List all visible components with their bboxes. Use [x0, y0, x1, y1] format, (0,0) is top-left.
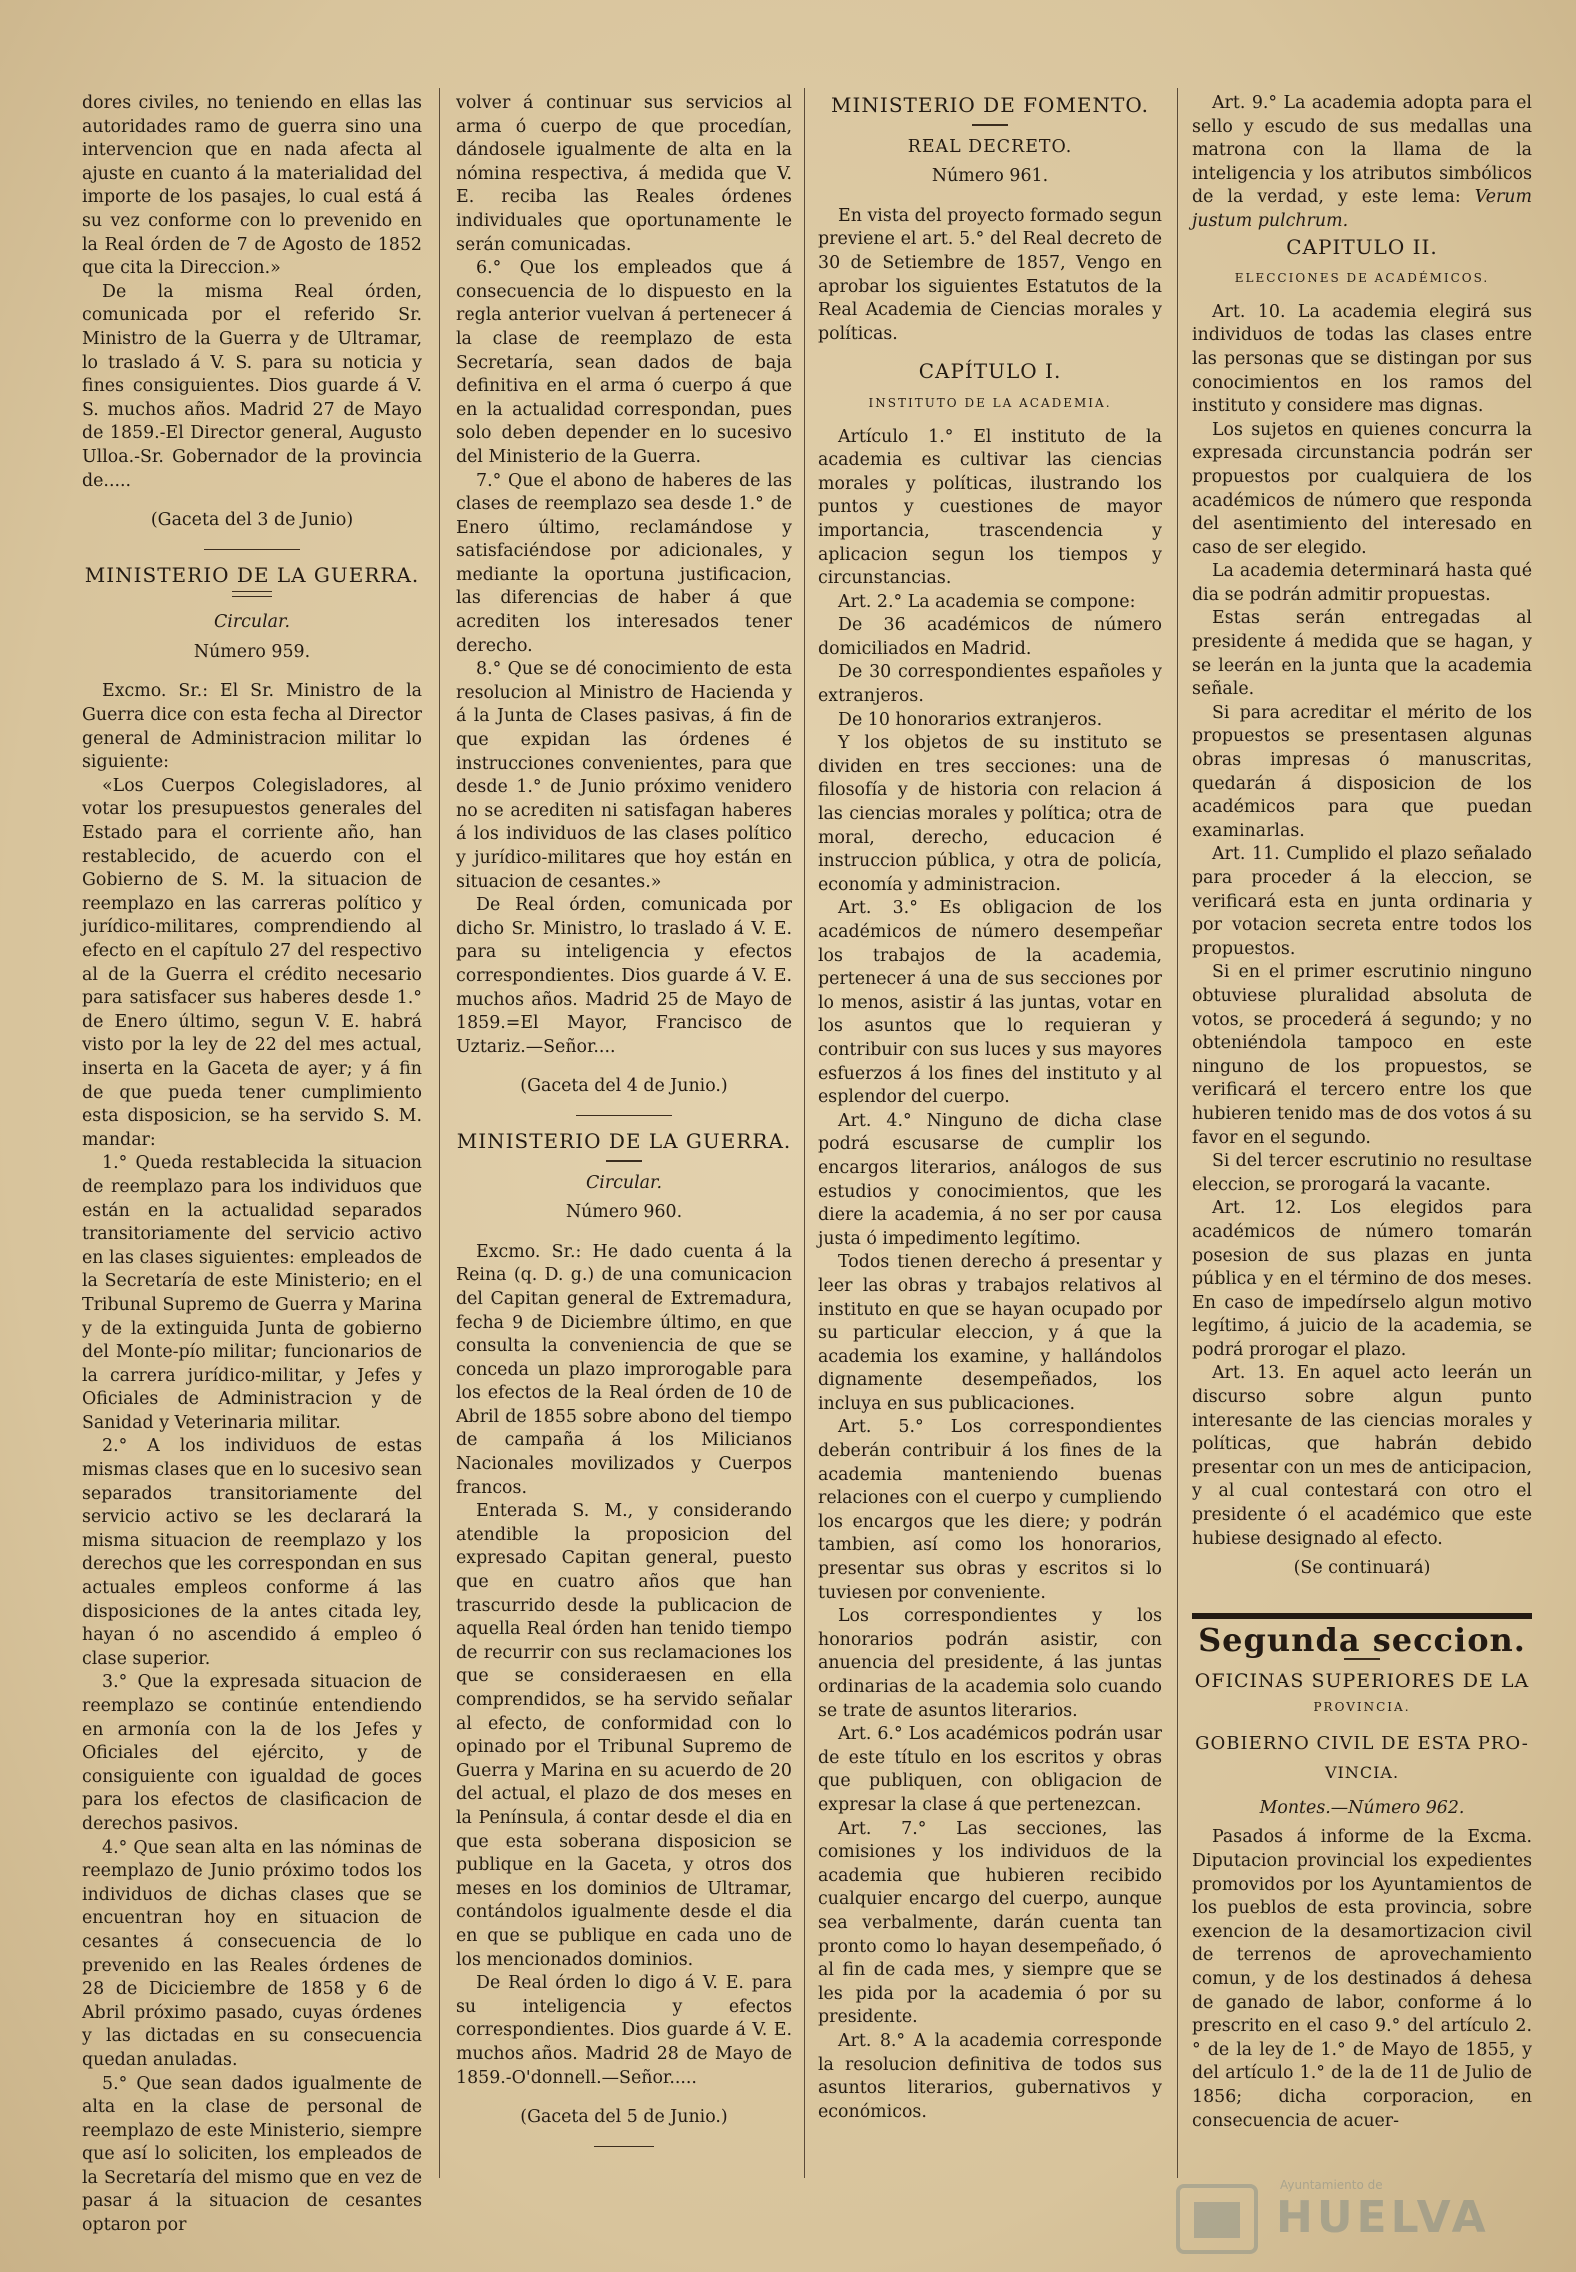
- paragraph: De 10 honorarios extranjeros.: [838, 709, 1103, 730]
- section-heading: MINISTERIO DE FOMENTO.: [831, 93, 1149, 117]
- column-1: [82, 92, 422, 2236]
- subheading: Montes.—Número 962.: [1259, 1797, 1465, 1818]
- paragraph: [1192, 92, 1532, 234]
- continuation-note: (Se continuará): [1293, 1558, 1431, 1579]
- paragraph: volver á continuar sus servicios al arma ó cuerpo de que procedían, dándosele igualmente de alta en la nómina respectiva, á medida que V. E. reciba las Reales órdenes individuales que oportunamente le serán comunicadas.: [456, 93, 792, 255]
- paragraph: Art. 4.° Ninguno de dicha clase podrá escusarse de cumplir los encargos literarios, análogos de sus estudios y conocimientos, que les diere la academia, á no ser por causa justa ó impedimento legítimo.: [818, 1110, 1162, 1249]
- section-heading: MINISTERIO DE LA GUERRA.: [456, 1128, 792, 1153]
- source-note: (Gaceta del 3 de Junio): [150, 510, 354, 531]
- paragraph: 7.° Que el abono de haberes de las clases de reemplazo sea desde 1.° de Enero último, reclamándose y satisfaciéndose por adicionales, y mediante la oportuna justificacion, las diferencias de haber á que acrediten los interesados tener derecho.: [456, 470, 792, 656]
- paragraph: Art. 11. Cumplido el plazo señalado para proceder á la eleccion, se verificará esta en junta ordinaria y por votacion secreta entre todos los propuestos.: [1192, 844, 1532, 959]
- paragraph: Art. 2.° La academia se compone:: [838, 591, 1136, 612]
- paragraph: Art. 10. La academia elegirá sus individuos de todas las clases entre las personas que se distingan por sus conocimientos en los ramos del instituto y considere mas dignas.: [1192, 301, 1532, 417]
- paragraph: Art. 13. En aquel acto leerán un discurso sobre algun punto interesante de las ciencias morales y políticas, que habrán debido presentar con un mes de anticipacion, y al cual contestará con otro el presidente ó el académico que este hubiese designado al efecto.: [1192, 1363, 1532, 1549]
- section-heading: MINISTERIO DE LA GUERRA.: [84, 562, 420, 587]
- paragraph: Art. 6.° Los académicos podrán usar de este título en los escritos y obras que publiquen, con obligacion de expresar la clase á que pertenezcan.: [818, 1724, 1162, 1815]
- column-rule: [1177, 88, 1178, 2178]
- paragraph: Art. 8.° A la academia corresponde la resolucion definitiva de todos sus asuntos literarios, gubernativos y económicos.: [818, 2030, 1162, 2122]
- watermark-text: HUELVA: [1276, 2192, 1490, 2243]
- document-number: Número 959.: [193, 641, 311, 662]
- source-note: (Gaceta del 4 de Junio.): [520, 1076, 728, 1097]
- paragraph: 5.° Que sean dados igualmente de alta en la clase de personal de reemplazo de este Ministerio, siempre que así lo soliciten, los empleados de la Secretaría del mismo que en vez de pasar á la situacion de cesantes optaron por: [82, 2073, 422, 2236]
- paragraph: Si para acreditar el mérito de los propuestos se presentasen algunas obras impresas ó manuscritas, quedarán á disposicion de los académicos para que puedan examinarlas.: [1192, 702, 1532, 841]
- paragraph: Y los objetos de su instituto se dividen en tres secciones: una de filosofía y de historia con relacion á las ciencias morales y política; otra de moral, derecho, educacion é instruccion pública, y otra de policía, economía y administracion.: [818, 733, 1162, 895]
- paragraph: 4.° Que sean alta en las nóminas de reemplazo de Junio próximo todos los individuos de dichas clases que se encuentran hoy en situacion de cesantes á consecuencia de lo prevenido en las Reales órdenes de 28 de Diciciembre de 1858 y 6 de Abril próximo pasado, cuyas órdenes y las dictadas en su consecuencia quedan anuladas.: [82, 1837, 422, 2070]
- short-rule: [606, 1160, 642, 1162]
- paragraph: Todos tienen derecho á presentar y leer las obras y trabajos relativos al instituto en que se hayan ocupado por su particular eleccion, y á que la academia los examine, y hallándolos dignamente desempeñados, los incluya en sus publicaciones.: [818, 1252, 1162, 1414]
- section-title: Segunda seccion.: [1198, 1620, 1526, 1659]
- office-heading: GOBIERNO CIVIL DE ESTA PRO-: [1195, 1732, 1529, 1754]
- motto: Verum justum pulchrum.: [1192, 187, 1532, 231]
- subheading: Circular.: [586, 1172, 662, 1193]
- paragraph: La academia determinará hasta qué dia se podrán admitir propuestas.: [1192, 561, 1532, 605]
- paragraph: De 30 correspondientes españoles y extranjeros.: [818, 662, 1162, 707]
- thick-rule: [1192, 1613, 1532, 1619]
- chapter-subheading: INSTITUTO DE LA ACADEMIA.: [868, 395, 1112, 410]
- column-rule: [439, 88, 440, 2178]
- paragraph: Art. 12. Los elegidos para académicos de número tomarán posesion de sus plazas en junta pública y en el término de dos meses. En caso de impedírselo algun motivo legítimo, á juicio de la academia, se podrá prorogar el plazo.: [1192, 1198, 1532, 1360]
- subheading: Circular.: [214, 612, 290, 633]
- paragraph: Excmo. Sr.: He dado cuenta á la Reina (q. D. g.) de una comunicacion del Capitan general de Extremadura, fecha 9 de Diciembre último, en que consulta la conveniencia de que se conceda un plazo improrogable para los efectos de la Real órden de 10 de Abril de 1855 sobre abono del tiempo de campaña á los Milicianos Nacionales movilizados y Cuerpos francos.: [456, 1241, 792, 1498]
- watermark-caption: Ayuntamiento de: [1280, 2178, 1383, 2192]
- paragraph: Pasados á informe de la Excma. Diputacion provincial los expedientes promovidos por los Ayuntamientos de los pueblos de esta provincia, sobre exencion de la desamortizacion civil de terrenos de aprovechamiento comun, y de los destinados á dehesa de ganado de labor, conforme á lo prescrito en el caso 9.° del artículo 2.° de la ley de 1.° de Mayo de 1855, y del artículo 1.° de la de 11 de Julio de 1856; dicha corporacion, en consecuencia de acuer-: [1192, 1827, 1532, 2131]
- paragraph: Art. 7.° Las secciones, las comisiones y los individuos de la academia que hubieren recibido cualquier encargo del cuerpo, aunque sea verbalmente, darán cuenta tan pronto como lo hayan desempeñado, ó al fin de cada mes, y siempre que se les pida por la academia ó por su presidente.: [818, 1818, 1162, 2028]
- paragraph: Si en el primer escrutinio ninguno obtuviese pluralidad absoluta de votos, se procederá á segundo; y no obteniéndola tampoco en este ninguno de los propuestos, se verificará el tercero entre los que hubieren tenido mas de dos votos á su favor en el segundo.: [1192, 962, 1532, 1148]
- paragraph: De Real órden, comunicada por dicho Sr. Ministro, lo traslado á V. E. para su inteligencia y efectos correspondientes. Dios guarde á V. E. muchos años. Madrid 25 de Mayo de 1859.=El Mayor, Francisco de Uztariz.—Señor....: [456, 895, 792, 1057]
- paragraph: 1.° Queda restablecida la situacion de reemplazo para los individuos que están en la actualidad separados transitoriamente del servicio activo en las clases siguientes: empleados de la Secretaría de este Ministerio; en el Tribunal Supremo de Guerra y Marina y de la extinguida Junta de gobierno del Monte-pío militar; funcionarios de la carrera jurídico-militar, y Jefes y Oficiales de Administracion y de Sanidad y Veterinaria militar.: [82, 1153, 422, 1433]
- chapter-heading: CAPITULO II.: [1286, 234, 1438, 259]
- paragraph: 8.° Que se dé conocimiento de esta resolucion al Ministro de Hacienda y á la Junta de Clases pasivas, á fin de que expidan las órdenes é instrucciones convenientes, para que desde 1.° de Junio próximo venidero no se acrediten ni satisfagan haberes á los individuos de las clases político y jurídico-militares que hoy están en situacion de cesantes.»: [456, 659, 792, 892]
- paragraph: dores civiles, no teniendo en ellas las autoridades ramo de guerra sino una intervencion que en nada afecta al ajuste en cuanto á la materialidad del importe de los pasajes, lo cual está á su vez conforme con lo prevenido en la Real órden de 7 de Agosto de 1852 que cita la Direccion.»: [82, 93, 422, 279]
- paragraph: Excmo. Sr.: El Sr. Ministro de la Guerra dice con esta fecha al Director general de Administracion militar lo siguiente:: [82, 681, 422, 773]
- paragraph: Si del tercer escrutinio no resultase eleccion, se prorogará la vacante.: [1192, 1151, 1532, 1195]
- column-2: [456, 92, 792, 2192]
- document-number: Número 960.: [565, 1202, 683, 1223]
- office-heading: OFICINAS SUPERIORES DE LA: [1194, 1670, 1530, 1693]
- paragraph: De 36 académicos de número domiciliados en Madrid.: [818, 615, 1162, 659]
- chapter-subheading: ELECCIONES DE ACADÉMICOS.: [1234, 271, 1490, 286]
- paragraph: Art. 3.° Es obligacion de los académicos de número desempeñar los trabajos de la academia, pertenecer á una de sus secciones por lo menos, asistir á las juntas, votar en los asuntos que lo requieran y contribuir con sus luces y sus mayores esfuerzos á los fines del instituto y al esplendor del cuerpo.: [818, 898, 1162, 1108]
- separator: [204, 549, 300, 550]
- column-rule: [804, 88, 805, 2178]
- paragraph: Art. 5.° Los correspondientes deberán contribuir á los fines de la academia manteniendo buenas relaciones con el cuerpo y cumpliendo los encargos que les diere; y podrán tambien, así como los honorarios, presentar sus obras y escritos si lo tuviesen por conveniente.: [818, 1417, 1162, 1603]
- office-subheading: PROVINCIA.: [1313, 1700, 1411, 1714]
- paragraph-text: Art. 9.° La academia adopta para el sello y escudo de sus medallas una matrona con la llama de la inteligencia y los atributos simbólicos de la verdad, y este lema:: [1192, 93, 1532, 208]
- column-4: [1192, 92, 1532, 2192]
- column-3: [818, 92, 1162, 2192]
- paragraph: En vista del proyecto formado segun previene el art. 5.° del Real decreto de 30 de Setiembre de 1857, Vengo en aprobar los siguientes Estatutos de la Real Academia de Ciencias morales y políticas.: [818, 205, 1162, 344]
- paragraph: Estas serán entregadas al presidente á medida que se hagan, y se leerán en la junta que la academia señale.: [1192, 608, 1532, 700]
- separator: [576, 1115, 672, 1116]
- source-note: (Gaceta del 5 de Junio.): [520, 2107, 728, 2128]
- subheading: REAL DECRETO.: [907, 136, 1073, 157]
- paragraph: 2.° A los individuos de estas mismas clases que en lo sucesivo sean separados transitoriamente del servicio activo se les declarará la misma situacion de reemplazo y los derechos que les correspondan en sus actuales empleos conforme á las disposiciones de la antes citada ley, hayan ó no ascendido á empleo ó clase superior.: [82, 1436, 422, 1669]
- chapter-heading: CAPÍTULO I.: [918, 359, 1062, 384]
- paragraph: 3.° Que la expresada situacion de reemplazo se continúe entendiendo en armonía con la de los Jefes y Oficiales del ejército, y de consiguiente con igualdad de goces para los efectos de clasificacion de derechos pasivos.: [82, 1672, 422, 1834]
- paragraph: Artículo 1.° El instituto de la academia es cultivar las ciencias morales y políticas, ilustrando los puntos y cuestiones de mayor importancia, trascendencia y aplicacion segun los tiempos y circunstancias.: [818, 426, 1162, 589]
- paragraph: Los correspondientes y los honorarios podrán asistir, con anuencia del presidente, á las juntas ordinarias de la academia solo cuando se trate de asuntos literarios.: [818, 1606, 1162, 1721]
- paragraph: 6.° Que los empleados que á consecuencia de lo dispuesto en la regla anterior vuelvan á pertenecer á la clase de reemplazo de esta Secretaría, sean dados de baja definitiva en el arma ó cuerpo á que en la actualidad correspondan, pues solo deben depender en lo sucesivo del Ministerio de la Guerra.: [456, 258, 792, 467]
- office-heading: VINCIA.: [1324, 1763, 1400, 1783]
- paragraph: Los sujetos en quienes concurra la expresada circunstancia podrán ser propuestos por cualquiera de los académicos de número que responda del asentimiento del interesado en caso de ser elegido.: [1192, 419, 1532, 558]
- paragraph: De la misma Real órden, comunicada por el referido Sr. Ministro de la Guerra y de Ultramar, lo traslado á V. S. para su noticia y fines consiguientes. Dios guarde á V. S. muchos años. Madrid 27 de Mayo de 1859.-El Director general, Augusto Ulloa.-Sr. Gobernador de la provincia de.....: [82, 281, 422, 491]
- paragraph: «Los Cuerpos Colegisladores, al votar los presupuestos generales del Estado para el corriente año, han restablecido, de acuerdo con el Gobierno de S. M. la situacion de reemplazo en las carreras político y jurídico-militares, comprendiendo al efecto en el capítulo 27 del respectivo al de la Guerra el crédito necesario para satisfacer sus haberes desde 1.° de Enero último, segun V. E. habrá visto por la ley de 22 del mes actual, inserta en la Gaceta de ayer; y á fin de que pueda tener cumplimiento esta disposicion, se ha servido S. M. mandar:: [82, 775, 422, 1150]
- paragraph: De Real órden lo digo á V. E. para su inteligencia y efectos correspondientes. Dios guarde á V. E. muchos años. Madrid 28 de Mayo de 1859.-O'donnell.—Señor.....: [456, 1973, 792, 2088]
- separator: [594, 2146, 654, 2147]
- document-number: Número 961.: [931, 166, 1049, 187]
- short-rule: [972, 124, 1008, 126]
- double-rule: [232, 591, 272, 597]
- paragraph: Enterada S. M., y considerando atendible la proposicion del expresado Capitan general, puesto que en cuatro años que han trascurrido desde la publicacion de aquella Real órden han tenido tiempo de recurrir con sus reclamaciones los que se consideraesen en ella comprendidos, se ha servido señalar al efecto, de conformidad con lo opinado por el Tribunal Supremo de Guerra y Marina en su acuerdo de 20 del actual, el plazo de dos meses en la Península, á contar desde el dia en que esta soberana disposicion se publique en la Gaceta, y otros dos meses en los dominios de Ultramar, contándolos igualmente desde el dia en que se publique en cada uno de los mencionados dominios.: [456, 1501, 792, 1970]
